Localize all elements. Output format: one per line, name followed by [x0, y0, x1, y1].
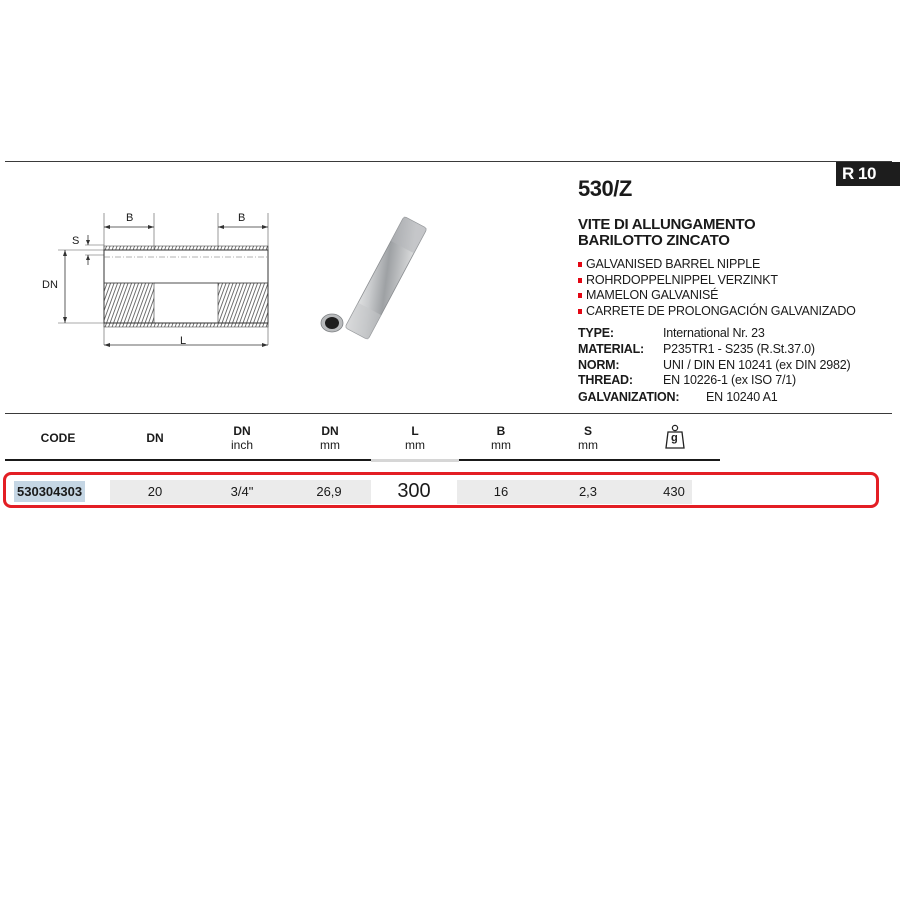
- galvanization-value: EN 10240 A1: [706, 390, 778, 404]
- header-l-mm: L mm: [405, 424, 425, 452]
- cell-l-mm: 300: [371, 478, 457, 505]
- product-photo: [318, 210, 453, 345]
- spec-value: UNI / DIN EN 10241 (ex DIN 2982): [663, 357, 851, 372]
- technical-drawing: [40, 205, 290, 355]
- cell-b-mm: 16: [493, 484, 509, 499]
- model-number: 530/Z: [578, 176, 632, 201]
- spec-keys: [578, 326, 644, 389]
- section-divider: [5, 413, 892, 414]
- galvanization-key: GALVANIZATION:: [578, 390, 680, 404]
- header-weight: g: [664, 424, 686, 450]
- row-highlight: [3, 472, 879, 508]
- title-line: VITE DI ALLUNGAMENTO: [578, 216, 756, 233]
- header-dn: DN: [146, 431, 164, 445]
- translation-fr: MAMELON GALVANISÉ: [578, 288, 856, 304]
- drawing-label-s: S: [72, 235, 80, 247]
- header-b-mm: B mm: [491, 424, 511, 452]
- translation-en: GALVANISED BARREL NIPPLE: [578, 257, 856, 273]
- spec-key: MATERIAL:: [578, 341, 645, 356]
- product-title: [578, 217, 755, 249]
- cell-dn-inch: 3/4": [230, 484, 254, 499]
- title-line: BARILOTTO ZINCATO: [578, 232, 730, 249]
- header-dn-mm: DN mm: [320, 424, 340, 452]
- spec-value: P235TR1 - S235 (R.St.37.0): [663, 341, 815, 356]
- top-divider: [5, 161, 892, 162]
- spec-key: THREAD:: [578, 373, 633, 388]
- l-column-shade: [371, 459, 459, 462]
- spec-value: EN 10226-1 (ex ISO 7/1): [663, 373, 796, 388]
- drawing-label-l: L: [180, 335, 187, 347]
- cell-dn-mm: 26,9: [316, 484, 342, 499]
- header-s-mm: S mm: [578, 424, 598, 452]
- spec-key: NORM:: [578, 357, 620, 372]
- cell-code[interactable]: 530304303: [14, 481, 85, 502]
- cell-s-mm: 2,3: [578, 484, 598, 499]
- drawing-label-dn: DN: [42, 279, 58, 291]
- header-divider: [5, 459, 720, 461]
- translation-es: CARRETE DE PROLONGACIÓN GALVANIZADO: [578, 304, 856, 320]
- spec-key: TYPE:: [578, 326, 614, 340]
- drawing-label-b-right: B: [238, 212, 246, 224]
- catalog-code-badge: R 10 13: [836, 162, 900, 186]
- header-code: CODE: [40, 431, 76, 445]
- spec-value: International Nr. 23: [663, 326, 765, 340]
- translation-de: ROHRDOPPELNIPPEL VERZINKT: [578, 273, 856, 289]
- header-dn-inch: DN inch: [230, 424, 253, 452]
- drawing-label-b-left: B: [126, 212, 134, 224]
- cell-weight-g: 430: [663, 484, 685, 499]
- translation-list: [578, 257, 856, 319]
- cell-dn: 20: [147, 484, 163, 499]
- spec-values: [663, 326, 850, 389]
